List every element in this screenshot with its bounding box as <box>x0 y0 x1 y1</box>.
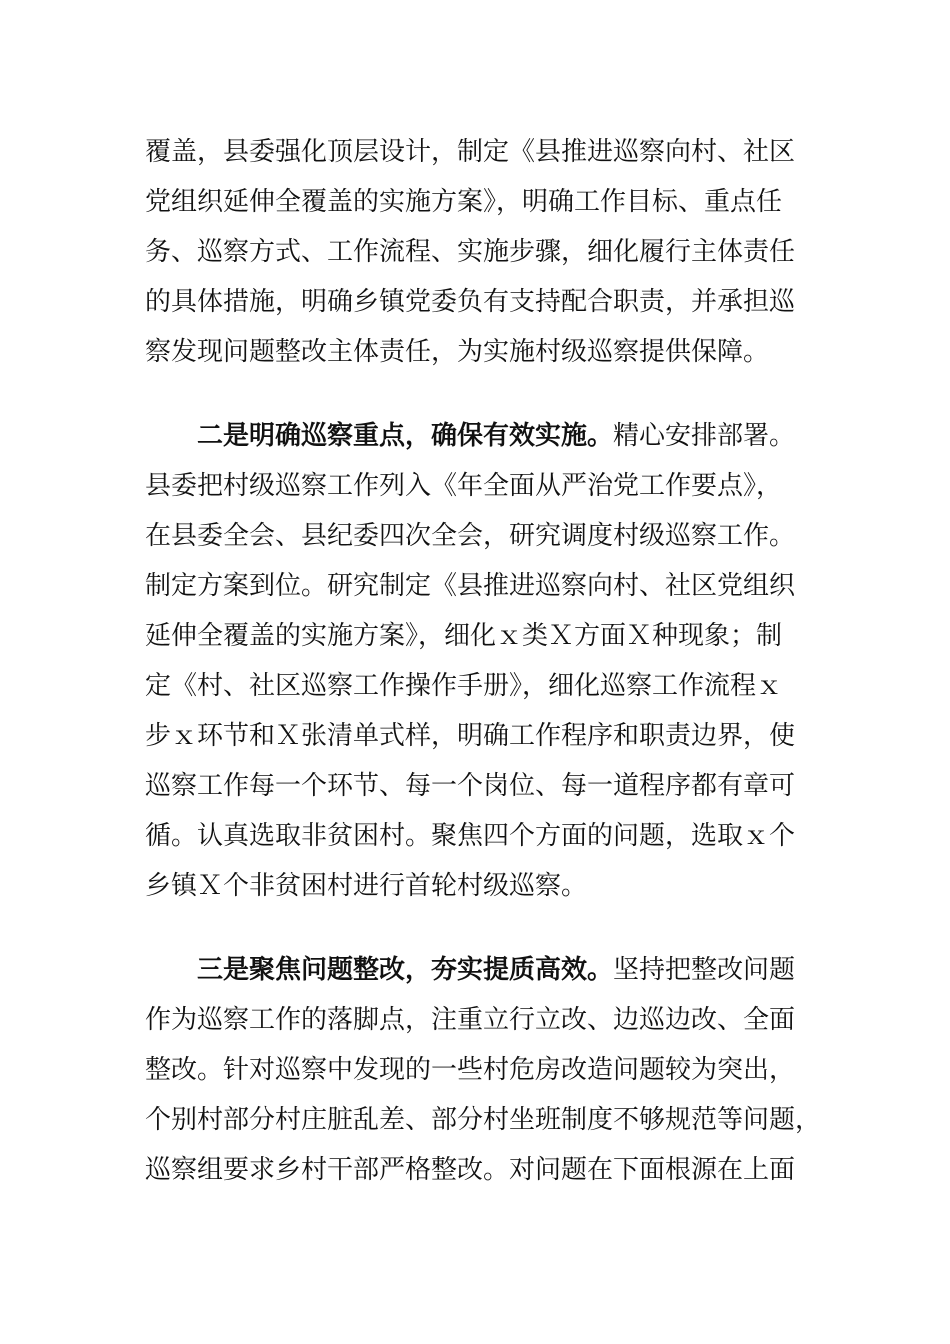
paragraph-line: 乡镇Ｘ个非贫困村进行首轮村级巡察。 <box>145 871 588 901</box>
paragraph-3 <box>145 945 822 1195</box>
paragraph-line: 覆盖，县委强化顶层设计，制定《县推进巡察向村、社区 <box>145 137 796 167</box>
paragraph-text: 精心安排部署。 <box>613 421 796 451</box>
paragraph-heading: 三是聚焦问题整改，夯实提质高效。 <box>197 955 614 985</box>
paragraph-line: 县委把村级巡察工作列入《年全面从严治党工作要点》， <box>145 471 783 501</box>
paragraph-line: 的具体措施，明确乡镇党委负有支持配合职责，并承担巡 <box>145 287 796 317</box>
paragraph-heading: 二是明确巡察重点，确保有效实施。 <box>197 421 614 451</box>
paragraph-line: 党组织延伸全覆盖的实施方案》，明确工作目标、重点任 <box>145 187 783 217</box>
paragraph-line: 循。认真选取非贫困村。聚焦四个方面的问题，选取ｘ个 <box>145 821 796 851</box>
paragraph-line: 巡察工作每一个环节、每一个岗位、每一道程序都有章可 <box>145 771 796 801</box>
paragraph-line: 务、巡察方式、工作流程、实施步骤，细化履行主体责任 <box>145 237 796 267</box>
paragraph-first-line <box>145 945 815 995</box>
paragraph-line: 步ｘ环节和Ｘ张清单式样，明确工作程序和职责边界，使 <box>145 721 796 751</box>
paragraph-line: 在县委全会、县纪委四次全会，研究调度村级巡察工作。 <box>145 521 796 551</box>
paragraph-line: 作为巡察工作的落脚点，注重立行立改、边巡边改、全面 <box>145 1005 796 1035</box>
paragraph-line: 个别村部分村庄脏乱差、部分村坐班制度不够规范等问题， <box>145 1105 822 1135</box>
paragraph-first-line <box>145 411 815 461</box>
paragraph-line: 定《村、社区巡察工作操作手册》，细化巡察工作流程ｘ <box>145 671 783 701</box>
paragraph-line: 察发现问题整改主体责任，为实施村级巡察提供保障。 <box>145 337 770 367</box>
paragraph-text: 坚持把整改问题 <box>613 955 796 985</box>
paragraph-line: 延伸全覆盖的实施方案》，细化ｘ类Ｘ方面Ｘ种现象；制 <box>145 621 783 651</box>
paragraph-2 <box>145 411 815 911</box>
paragraph-1 <box>145 127 815 377</box>
paragraph-line: 制定方案到位。研究制定《县推进巡察向村、社区党组织 <box>145 571 796 601</box>
paragraph-line: 巡察组要求乡村干部严格整改。对问题在下面根源在上面 <box>145 1155 796 1185</box>
paragraph-line: 整改。针对巡察中发现的一些村危房改造问题较为突出， <box>145 1055 796 1085</box>
